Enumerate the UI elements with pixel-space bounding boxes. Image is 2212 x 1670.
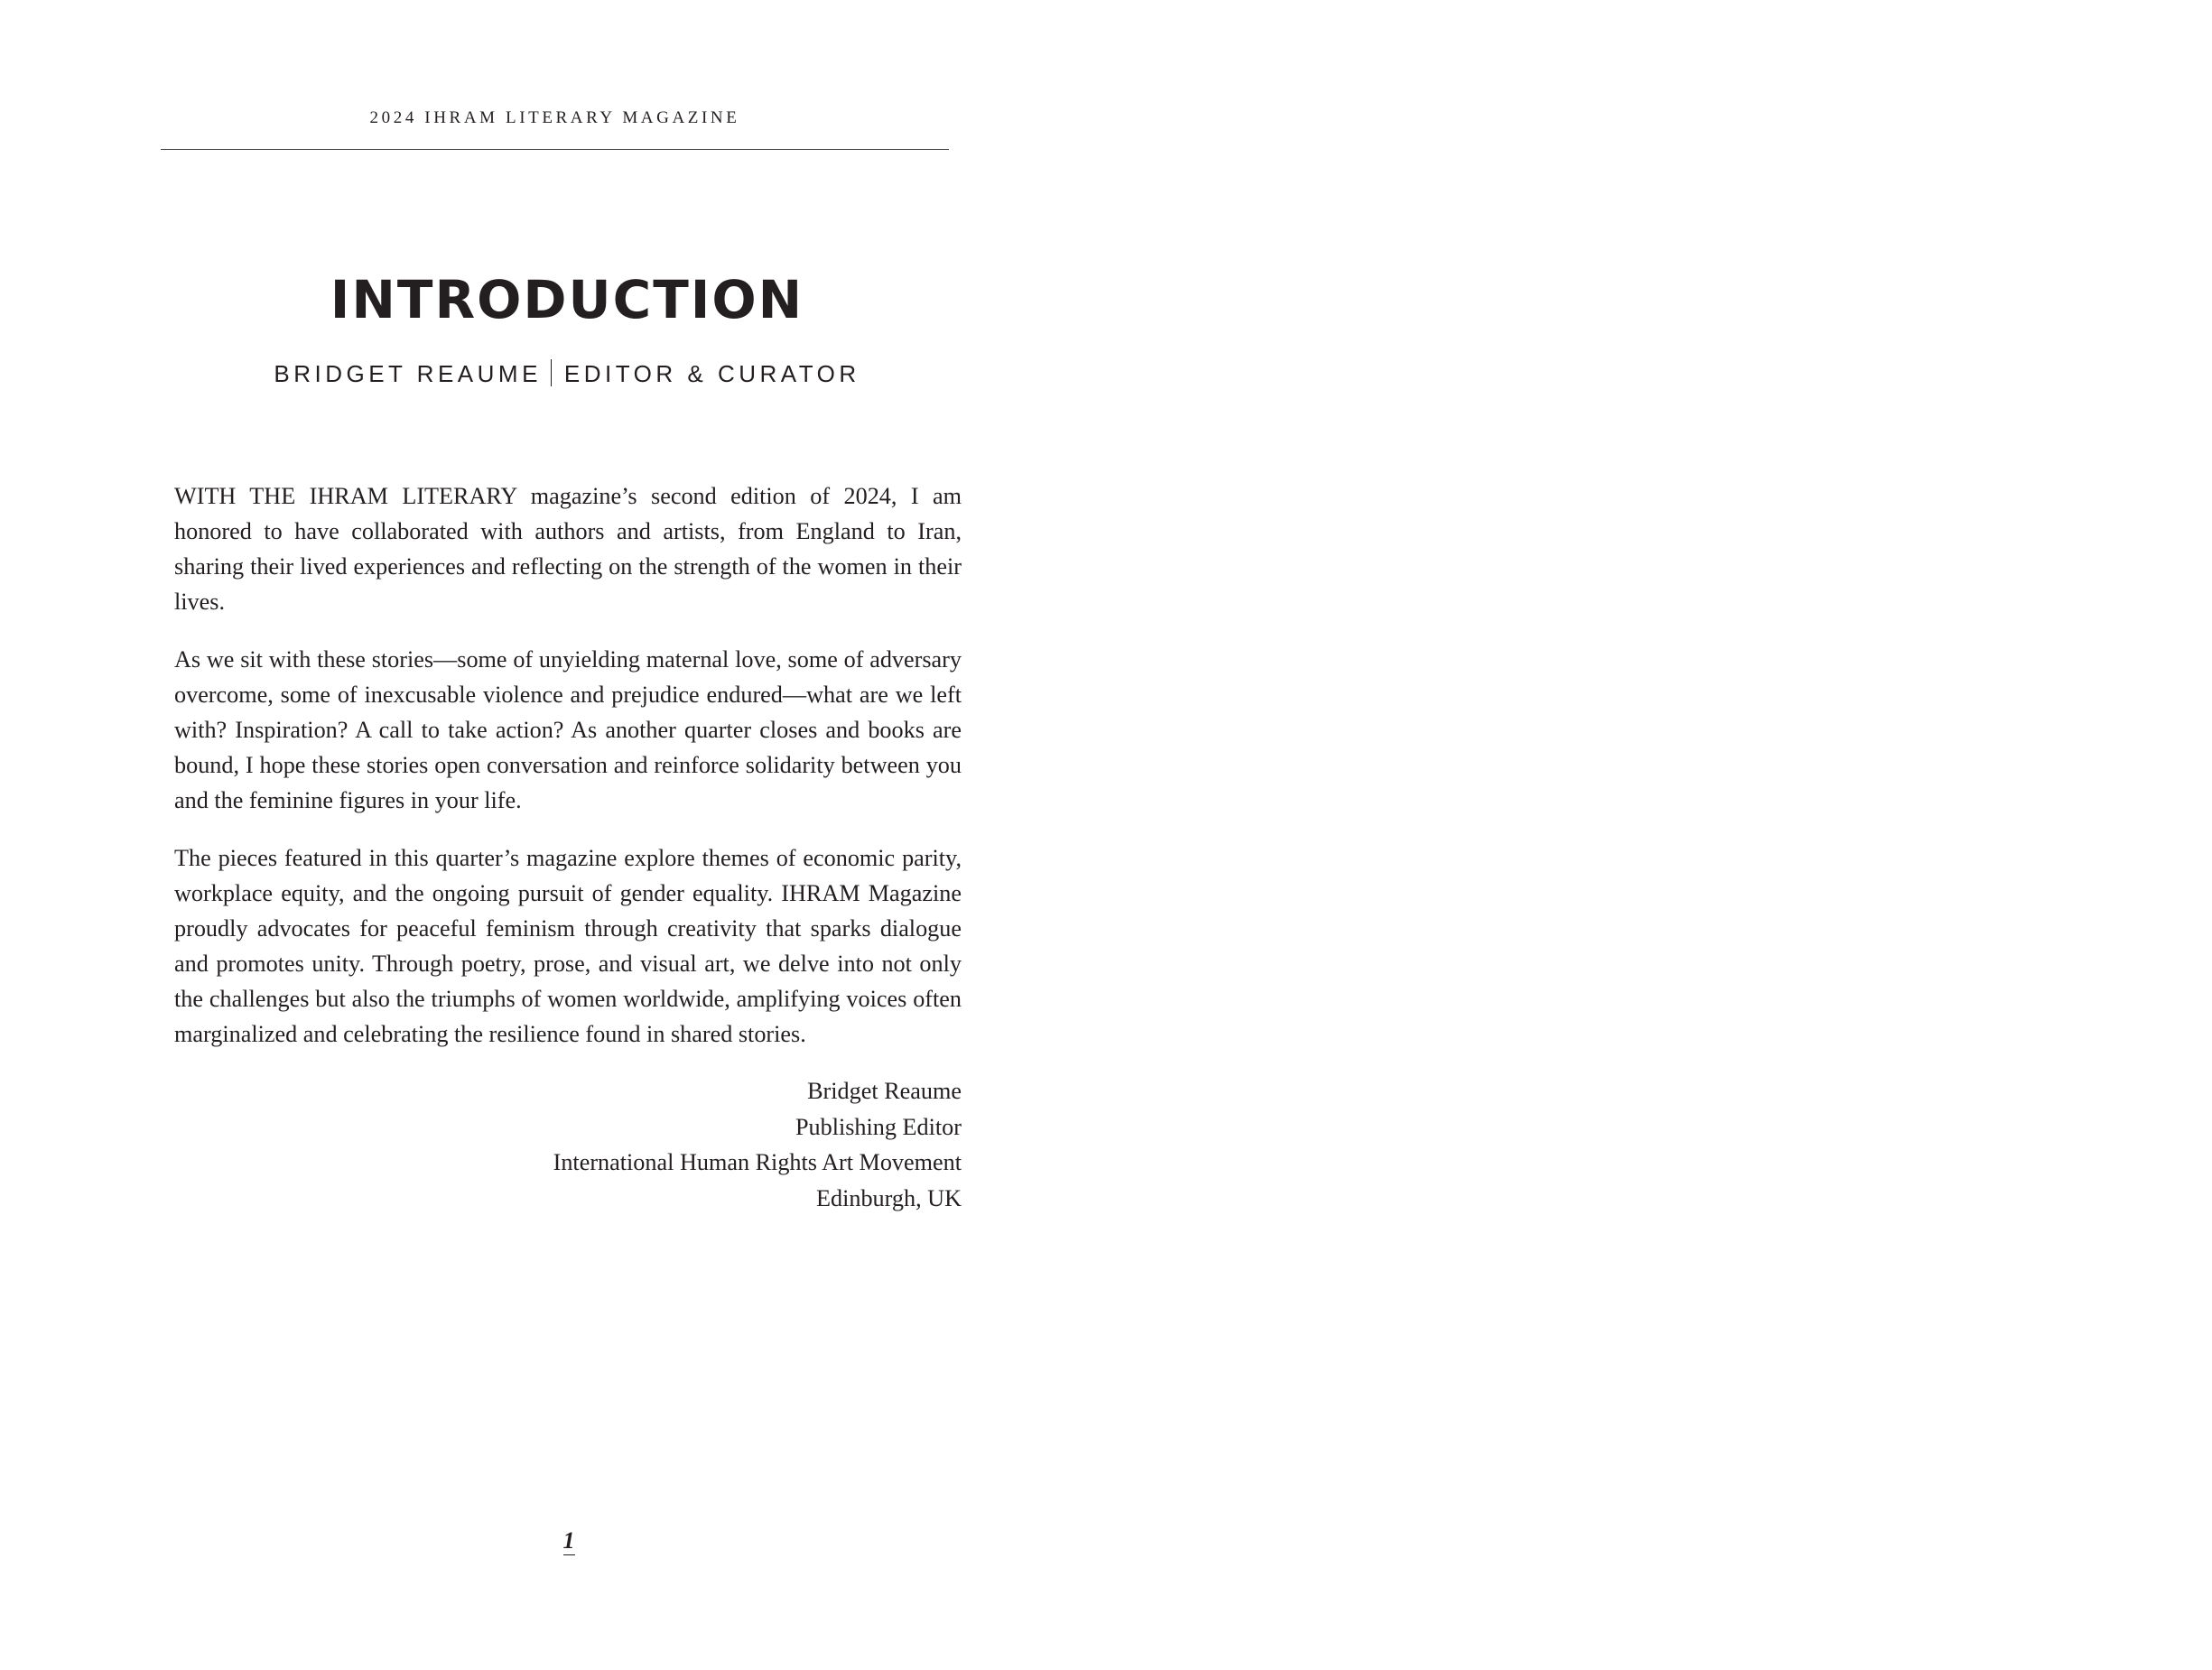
byline-role: EDITOR & CURATOR bbox=[563, 360, 860, 387]
signature-organization: International Human Rights Art Movement bbox=[553, 1149, 962, 1175]
page-title: INTRODUCTION bbox=[330, 269, 804, 330]
page-number-value: 1 bbox=[562, 1527, 575, 1554]
byline bbox=[161, 359, 973, 388]
signature-name: Bridget Reaume bbox=[807, 1078, 962, 1104]
running-header: 2024 IHRAM LITERARY MAGAZINE bbox=[369, 108, 740, 127]
header-rule bbox=[161, 149, 949, 150]
article-body bbox=[174, 478, 962, 1074]
signature-block bbox=[174, 1073, 962, 1216]
paragraph-2: As we sit with these stories—some of unyielding maternal love, some of adversary overcome, some of inexcusable violence and prejudice endured—what are we left with? Inspiration? A call to take action? As another quarter closes and books are bound, I hope these stories open conversation and reinforce solidarity between you and the feminine figures in your life. bbox=[174, 646, 962, 813]
paragraph-1: WITH THE IHRAM LITERARY magazine’s second edition of 2024, I am honored to have collaborated with authors and artists, from England to Iran, sharing their lived experiences and reflecting on the strength of the women in their lives. bbox=[174, 483, 962, 615]
signature-title: Publishing Editor bbox=[795, 1113, 962, 1140]
byline-separator bbox=[551, 359, 552, 386]
signature-location: Edinburgh, UK bbox=[816, 1184, 962, 1211]
byline-name: BRIDGET REAUME bbox=[274, 360, 542, 387]
page-number bbox=[542, 1527, 596, 1554]
paragraph-3: The pieces featured in this quarter’s magazine explore themes of economic parity, workplace equity, and the ongoing pursuit of gender equality. IHRAM Magazine proudly advocates for peaceful feminism through creativity that sparks dialogue and promotes unity. Through poetry, prose, and visual art, we delve into not only the challenges but also the triumphs of women worldwide, amplifying voices often marginalized and celebrating the resilience found in shared stories. bbox=[174, 845, 962, 1047]
